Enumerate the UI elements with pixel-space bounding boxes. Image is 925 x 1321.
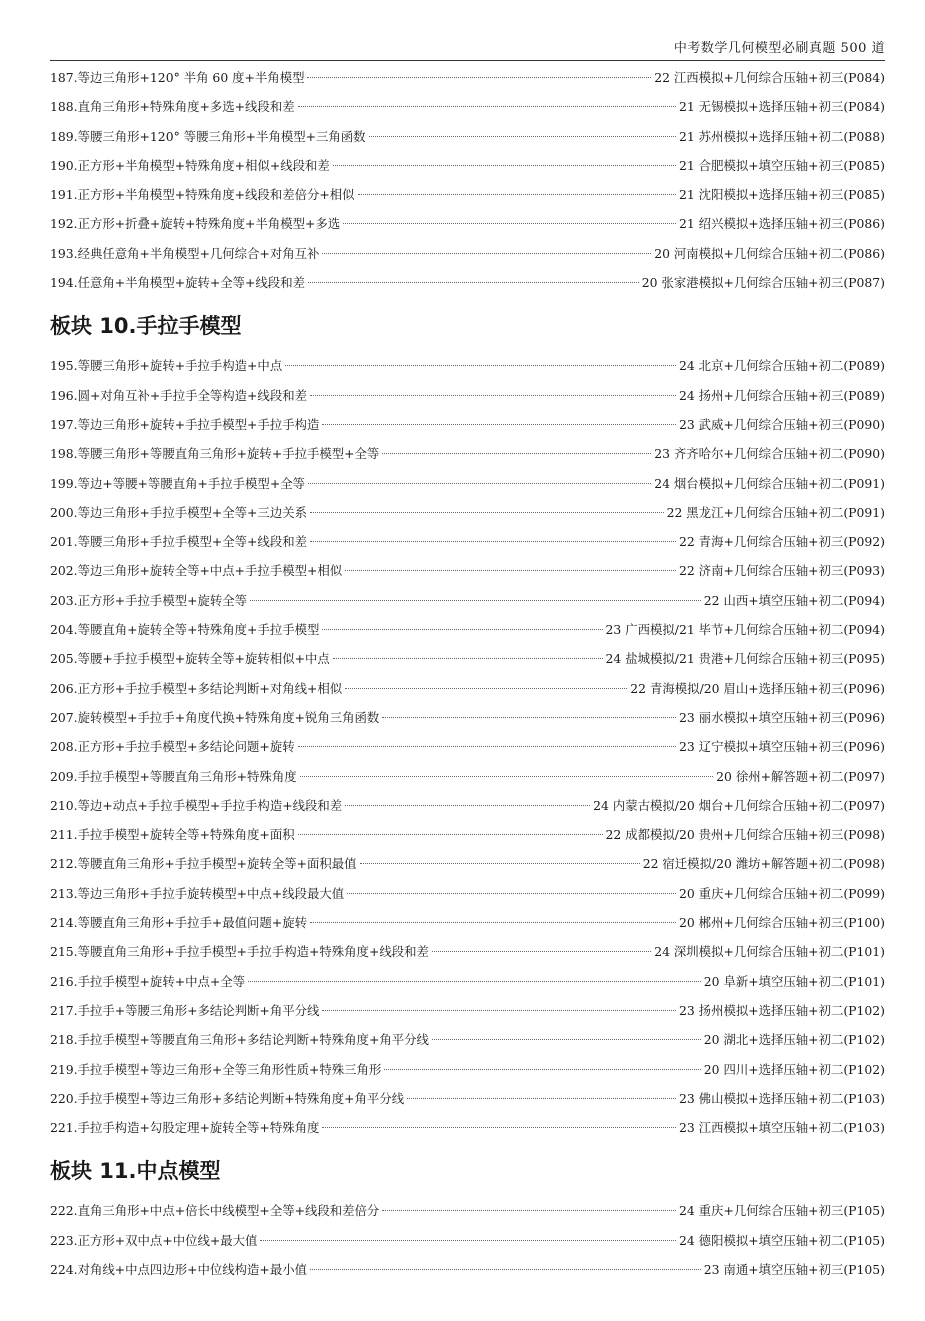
toc-entry[interactable] bbox=[50, 469, 885, 498]
entry-source-page: 23 广西模拟/21 毕节+几何综合压轴+初二(P094) bbox=[605, 622, 885, 638]
entry-title: 手拉手模型+等腰直角三角形+多结论判断+特殊角度+角平分线 bbox=[77, 1032, 429, 1048]
dot-leader bbox=[345, 687, 627, 689]
entry-source-page: 22 青海模拟/20 眉山+选择压轴+初三(P096) bbox=[630, 680, 885, 696]
entry-number: 201. bbox=[50, 534, 78, 550]
toc-entry[interactable] bbox=[50, 439, 885, 468]
entry-source-page: 22 宿迁模拟/20 潍坊+解答题+初二(P098) bbox=[642, 856, 885, 872]
toc-entry[interactable] bbox=[50, 92, 885, 121]
dot-leader bbox=[298, 105, 676, 107]
entry-title: 等腰直角三角形+手拉手模型+旋转全等+面积最值 bbox=[77, 856, 357, 872]
entry-title: 手拉手模型+等腰直角三角形+特殊角度 bbox=[77, 768, 297, 784]
entry-number: 204. bbox=[50, 622, 78, 638]
entry-source-page: 24 烟台模拟+几何综合压轴+初二(P091) bbox=[654, 475, 885, 491]
dot-leader bbox=[384, 1068, 700, 1070]
dot-leader bbox=[322, 1126, 676, 1128]
dot-leader bbox=[298, 745, 676, 747]
toc-entry[interactable] bbox=[50, 209, 885, 238]
dot-leader bbox=[310, 921, 676, 923]
entry-source-page: 24 德阳模拟+填空压轴+初二(P105) bbox=[678, 1232, 885, 1248]
entry-source-page: 21 绍兴模拟+选择压轴+初三(P086) bbox=[678, 216, 885, 232]
entry-title: 正方形+手拉手模型+多结论问题+旋转 bbox=[77, 739, 295, 755]
entry-title: 等边+等腰+等腰直角+手拉手模型+全等 bbox=[77, 475, 305, 491]
entry-number: 207. bbox=[50, 709, 78, 725]
entry-source-page: 20 张家港模拟+几何综合压轴+初三(P087) bbox=[641, 275, 885, 291]
dot-leader bbox=[250, 599, 701, 601]
toc-entry[interactable] bbox=[50, 239, 885, 268]
entry-title: 直角三角形+中点+倍长中线模型+全等+线段和差倍分 bbox=[77, 1203, 380, 1219]
toc-entry[interactable] bbox=[50, 879, 885, 908]
entry-source-page: 23 江西模拟+填空压轴+初二(P103) bbox=[678, 1120, 885, 1136]
dot-leader bbox=[322, 252, 651, 254]
entry-title: 对角线+中点四边形+中位线构造+最小值 bbox=[77, 1261, 307, 1277]
dot-leader bbox=[310, 1268, 701, 1270]
entry-title: 等腰+手拉手模型+旋转全等+旋转相似+中点 bbox=[77, 651, 330, 667]
entry-number: 211. bbox=[50, 827, 78, 843]
entry-source-page: 22 黑龙江+几何综合压轴+初二(P091) bbox=[666, 504, 885, 520]
toc-entry[interactable] bbox=[50, 849, 885, 878]
entry-source-page: 23 丽水模拟+填空压轴+初三(P096) bbox=[678, 709, 885, 725]
entry-number: 200. bbox=[50, 504, 78, 520]
dot-leader bbox=[322, 628, 602, 630]
entry-number: 219. bbox=[50, 1061, 78, 1077]
entry-source-page: 23 佛山模拟+选择压轴+初二(P103) bbox=[678, 1090, 885, 1106]
entry-source-page: 21 沈阳模拟+选择压轴+初三(P085) bbox=[678, 187, 885, 203]
entry-title: 正方形+手拉手模型+旋转全等 bbox=[77, 592, 248, 608]
entry-title: 等边三角形+旋转全等+中点+手拉手模型+相似 bbox=[77, 563, 343, 579]
toc-entry[interactable] bbox=[50, 791, 885, 820]
dot-leader bbox=[308, 281, 639, 283]
entry-number: 212. bbox=[50, 856, 78, 872]
toc-group-half-angle bbox=[50, 63, 885, 297]
dot-leader bbox=[432, 1038, 701, 1040]
entry-title: 手拉手模型+等边三角形+多结论判断+特殊角度+角平分线 bbox=[77, 1090, 405, 1106]
dot-leader bbox=[310, 540, 676, 542]
entry-title: 等腰三角形+120° 等腰三角形+半角模型+三角函数 bbox=[77, 128, 366, 144]
entry-number: 202. bbox=[50, 563, 78, 579]
entry-title: 等腰直角+旋转全等+特殊角度+手拉手模型 bbox=[77, 622, 320, 638]
entry-number: 195. bbox=[50, 358, 78, 374]
toc-entry[interactable] bbox=[50, 151, 885, 180]
toc-entry[interactable] bbox=[50, 908, 885, 937]
entry-number: 216. bbox=[50, 973, 78, 989]
entry-source-page: 24 内蒙古模拟/20 烟台+几何综合压轴+初二(P097) bbox=[593, 797, 885, 813]
toc-entry[interactable] bbox=[50, 1025, 885, 1054]
entry-source-page: 21 合肥模拟+填空压轴+初三(P085) bbox=[678, 157, 885, 173]
dot-leader bbox=[298, 833, 603, 835]
dot-leader bbox=[307, 76, 651, 78]
toc-entry[interactable] bbox=[50, 122, 885, 151]
entry-number: 215. bbox=[50, 944, 78, 960]
entry-title: 等腰三角形+手拉手模型+全等+线段和差 bbox=[77, 534, 307, 550]
dot-leader bbox=[358, 193, 676, 195]
dot-leader bbox=[343, 222, 676, 224]
dot-leader bbox=[382, 716, 676, 718]
entry-number: 203. bbox=[50, 592, 78, 608]
dot-leader bbox=[308, 482, 651, 484]
dot-leader bbox=[333, 164, 676, 166]
entry-number: 223. bbox=[50, 1232, 78, 1248]
entry-number: 188. bbox=[50, 99, 78, 115]
section-title-11: 板块 11.中点模型 bbox=[50, 1159, 221, 1184]
dot-leader bbox=[310, 394, 676, 396]
toc-entry[interactable] bbox=[50, 63, 885, 92]
entry-number: 218. bbox=[50, 1032, 78, 1048]
entry-title: 正方形+折叠+旋转+特殊角度+半角模型+多选 bbox=[77, 216, 341, 232]
entry-title: 等边三角形+手拉手旋转模型+中点+线段最大值 bbox=[77, 885, 345, 901]
entry-number: 196. bbox=[50, 387, 78, 403]
dot-leader bbox=[369, 135, 676, 137]
toc-entry[interactable] bbox=[50, 1084, 885, 1113]
toc-entry[interactable] bbox=[50, 268, 885, 297]
entry-number: 217. bbox=[50, 1002, 78, 1018]
dot-leader bbox=[345, 804, 590, 806]
entry-source-page: 20 郴州+几何综合压轴+初三(P100) bbox=[678, 915, 885, 931]
entry-source-page: 23 南通+填空压轴+初三(P105) bbox=[703, 1261, 885, 1277]
toc-entry[interactable] bbox=[50, 1255, 885, 1284]
dot-leader bbox=[260, 1239, 676, 1241]
dot-leader bbox=[360, 862, 640, 864]
dot-leader bbox=[432, 950, 651, 952]
entry-source-page: 23 扬州模拟+选择压轴+初二(P102) bbox=[678, 1002, 885, 1018]
entry-source-page: 22 江西模拟+几何综合压轴+初三(P084) bbox=[654, 70, 885, 85]
entry-source-page: 24 扬州+几何综合压轴+初三(P089) bbox=[678, 387, 885, 403]
entry-title: 经典任意角+半角模型+几何综合+对角互补 bbox=[77, 245, 320, 261]
entry-title: 手拉手模型+旋转全等+特殊角度+面积 bbox=[77, 827, 295, 843]
entry-title: 旋转模型+手拉手+角度代换+特殊角度+锐角三角函数 bbox=[77, 709, 380, 725]
entry-number: 224. bbox=[50, 1261, 78, 1277]
entry-number: 192. bbox=[50, 216, 78, 232]
entry-number: 222. bbox=[50, 1203, 78, 1219]
toc-entry[interactable] bbox=[50, 381, 885, 410]
entry-number: 187. bbox=[50, 70, 78, 85]
entry-number: 190. bbox=[50, 157, 78, 173]
entry-source-page: 22 青海+几何综合压轴+初三(P092) bbox=[678, 534, 885, 550]
entry-source-page: 20 阜新+填空压轴+初二(P101) bbox=[703, 973, 885, 989]
toc-entry[interactable] bbox=[50, 732, 885, 761]
entry-source-page: 21 无锡模拟+选择压轴+初三(P084) bbox=[678, 99, 885, 115]
entry-title: 正方形+手拉手模型+多结论判断+对角线+相似 bbox=[77, 680, 343, 696]
toc-group-hand-in-hand bbox=[50, 351, 885, 1142]
table-of-contents bbox=[50, 63, 885, 1284]
entry-source-page: 22 济南+几何综合压轴+初三(P093) bbox=[678, 563, 885, 579]
toc-entry[interactable] bbox=[50, 586, 885, 615]
toc-entry[interactable] bbox=[50, 967, 885, 996]
entry-number: 198. bbox=[50, 446, 78, 462]
entry-source-page: 21 苏州模拟+选择压轴+初二(P088) bbox=[678, 128, 885, 144]
entry-source-page: 20 徐州+解答题+初二(P097) bbox=[716, 768, 885, 784]
dot-leader bbox=[310, 511, 664, 513]
entry-source-page: 20 重庆+几何综合压轴+初二(P099) bbox=[678, 885, 885, 901]
entry-title: 圆+对角互补+手拉手全等构造+线段和差 bbox=[77, 387, 307, 403]
dot-leader bbox=[382, 452, 651, 454]
entry-source-page: 23 辽宁模拟+填空压轴+初三(P096) bbox=[678, 739, 885, 755]
entry-title: 正方形+半角模型+特殊角度+线段和差倍分+相似 bbox=[77, 187, 355, 203]
entry-number: 199. bbox=[50, 475, 78, 491]
entry-title: 等腰三角形+旋转+手拉手构造+中点 bbox=[77, 358, 283, 374]
entry-title: 等边三角形+手拉手模型+全等+三边关系 bbox=[77, 504, 307, 520]
entry-number: 194. bbox=[50, 275, 78, 291]
book-title: 中考数学几何模型必刷真题 500 道 bbox=[673, 41, 885, 56]
entry-number: 220. bbox=[50, 1090, 78, 1106]
toc-entry[interactable] bbox=[50, 703, 885, 732]
entry-title: 手拉手模型+旋转+中点+全等 bbox=[77, 973, 246, 989]
toc-entry[interactable] bbox=[50, 937, 885, 966]
entry-number: 189. bbox=[50, 128, 78, 144]
entry-number: 206. bbox=[50, 680, 78, 696]
dot-leader bbox=[322, 1009, 676, 1011]
entry-number: 208. bbox=[50, 739, 78, 755]
entry-title: 正方形+双中点+中位线+最大值 bbox=[77, 1232, 258, 1248]
entry-source-page: 24 深圳模拟+几何综合压轴+初二(P101) bbox=[654, 944, 885, 960]
entry-title: 等腰三角形+等腰直角三角形+旋转+手拉手模型+全等 bbox=[77, 446, 380, 462]
entry-number: 209. bbox=[50, 768, 78, 784]
toc-entry[interactable] bbox=[50, 615, 885, 644]
dot-leader bbox=[382, 1209, 676, 1211]
entry-number: 191. bbox=[50, 187, 78, 203]
entry-title: 等腰直角三角形+手拉手模型+手拉手构造+特殊角度+线段和差 bbox=[77, 944, 429, 960]
entry-title: 手拉手构造+勾股定理+旋转全等+特殊角度 bbox=[77, 1120, 320, 1136]
toc-entry[interactable] bbox=[50, 996, 885, 1025]
toc-entry[interactable] bbox=[50, 644, 885, 673]
toc-entry[interactable] bbox=[50, 1113, 885, 1142]
entry-source-page: 24 盐城模拟/21 贵港+几何综合压轴+初三(P095) bbox=[605, 651, 885, 667]
entry-source-page: 20 湖北+选择压轴+初二(P102) bbox=[703, 1032, 885, 1048]
toc-group-midpoint bbox=[50, 1196, 885, 1284]
entry-title: 正方形+半角模型+特殊角度+相似+线段和差 bbox=[77, 157, 330, 173]
entry-title: 手拉手+等腰三角形+多结论判断+角平分线 bbox=[77, 1002, 320, 1018]
toc-entry[interactable] bbox=[50, 351, 885, 380]
toc-entry[interactable] bbox=[50, 498, 885, 527]
entry-number: 210. bbox=[50, 797, 78, 813]
entry-number: 205. bbox=[50, 651, 78, 667]
section-title-10: 板块 10.手拉手模型 bbox=[50, 314, 242, 339]
entry-title: 手拉手模型+等边三角形+全等三角形性质+特殊三角形 bbox=[77, 1061, 382, 1077]
dot-leader bbox=[285, 364, 676, 366]
toc-entry[interactable] bbox=[50, 762, 885, 791]
entry-number: 213. bbox=[50, 885, 78, 901]
entry-number: 197. bbox=[50, 416, 78, 432]
entry-source-page: 24 北京+几何综合压轴+初二(P089) bbox=[678, 358, 885, 374]
entry-source-page: 20 河南模拟+几何综合压轴+初二(P086) bbox=[654, 245, 885, 261]
entry-source-page: 20 四川+选择压轴+初二(P102) bbox=[703, 1061, 885, 1077]
toc-entry[interactable] bbox=[50, 556, 885, 585]
toc-entry[interactable] bbox=[50, 1196, 885, 1225]
entry-number: 193. bbox=[50, 245, 78, 261]
entry-title: 等腰直角三角形+手拉手+最值问题+旋转 bbox=[77, 915, 307, 931]
toc-entry[interactable] bbox=[50, 180, 885, 209]
dot-leader bbox=[407, 1097, 676, 1099]
entry-title: 任意角+半角模型+旋转+全等+线段和差 bbox=[77, 275, 305, 291]
toc-entry[interactable] bbox=[50, 674, 885, 703]
entry-source-page: 22 成都模拟/20 贵州+几何综合压轴+初三(P098) bbox=[605, 827, 885, 843]
entry-source-page: 23 武威+几何综合压轴+初三(P090) bbox=[678, 416, 885, 432]
entry-title: 直角三角形+特殊角度+多选+线段和差 bbox=[77, 99, 295, 115]
dot-leader bbox=[333, 657, 603, 659]
toc-entry[interactable] bbox=[50, 1226, 885, 1255]
entry-title: 等边+动点+手拉手模型+手拉手构造+线段和差 bbox=[77, 797, 343, 813]
toc-entry[interactable] bbox=[50, 820, 885, 849]
page-header bbox=[50, 34, 885, 61]
entry-number: 214. bbox=[50, 915, 78, 931]
toc-entry[interactable] bbox=[50, 527, 885, 556]
entry-source-page: 24 重庆+几何综合压轴+初三(P105) bbox=[678, 1203, 885, 1219]
dot-leader bbox=[300, 775, 714, 777]
dot-leader bbox=[347, 892, 676, 894]
dot-leader bbox=[322, 423, 676, 425]
toc-entry[interactable] bbox=[50, 1055, 885, 1084]
dot-leader bbox=[248, 980, 701, 982]
entry-title: 等边三角形+旋转+手拉手模型+手拉手构造 bbox=[77, 416, 320, 432]
dot-leader bbox=[345, 569, 676, 571]
entry-number: 221. bbox=[50, 1120, 78, 1136]
toc-entry[interactable] bbox=[50, 410, 885, 439]
entry-title: 等边三角形+120° 半角 60 度+半角模型 bbox=[77, 70, 305, 85]
entry-source-page: 22 山西+填空压轴+初二(P094) bbox=[703, 592, 885, 608]
entry-source-page: 23 齐齐哈尔+几何综合压轴+初二(P090) bbox=[654, 446, 885, 462]
